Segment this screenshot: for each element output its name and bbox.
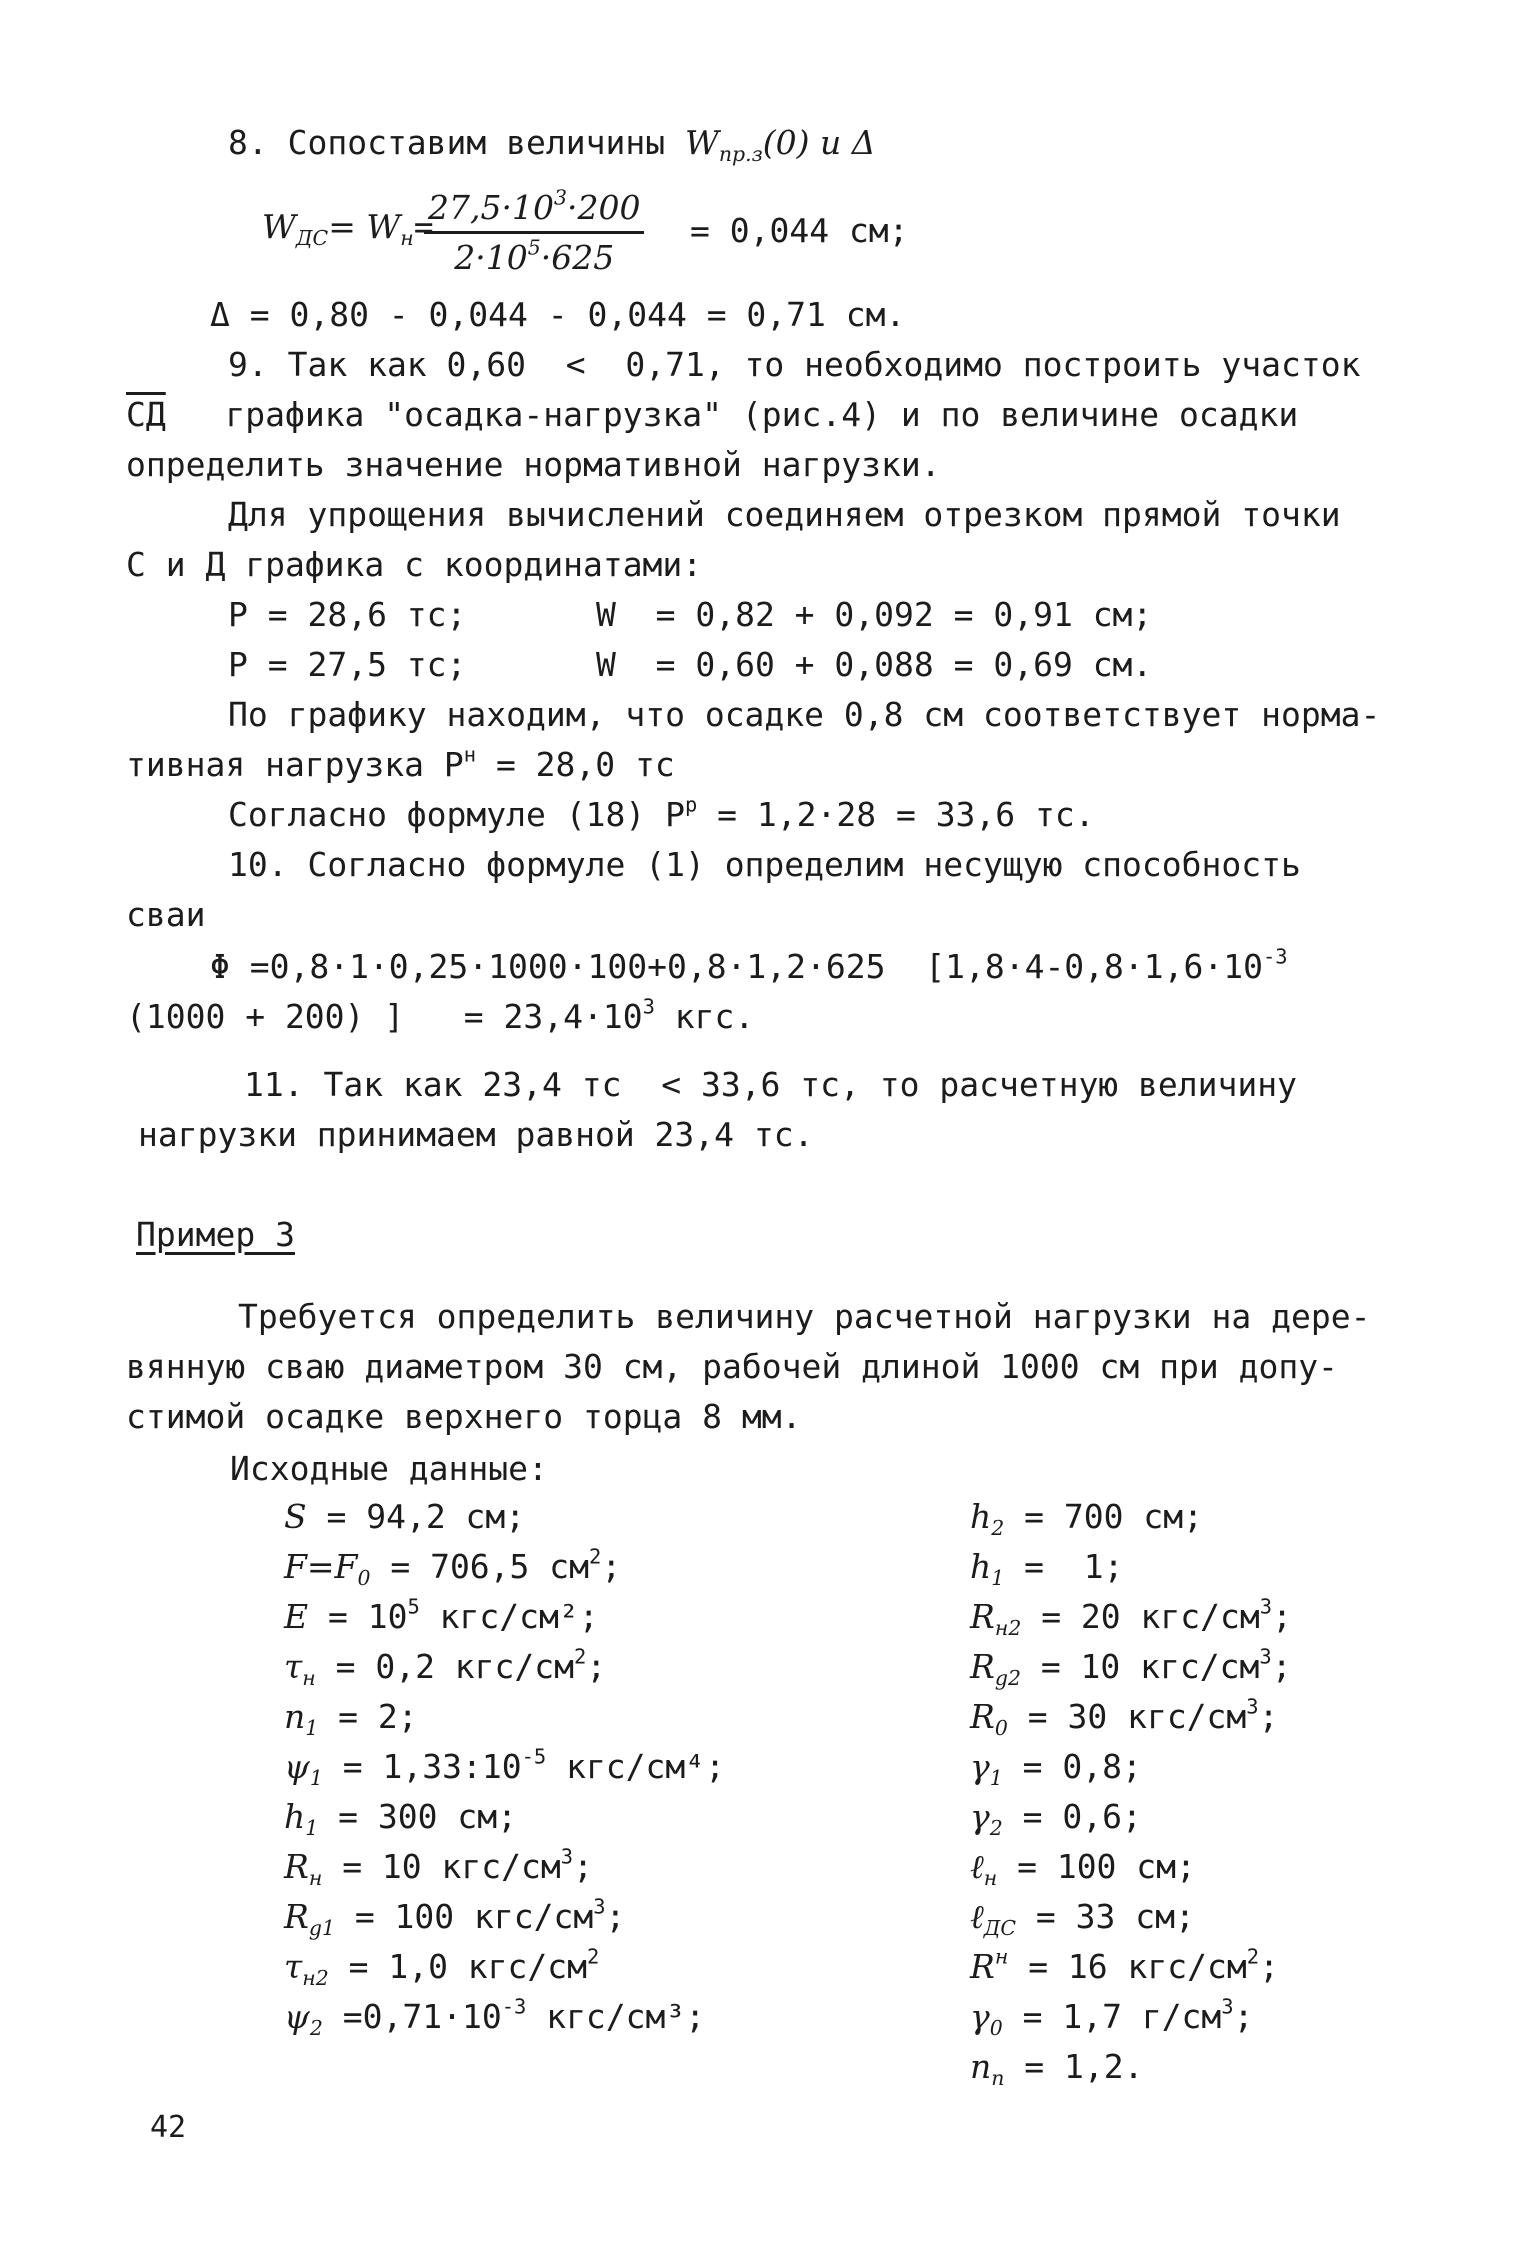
param-tail: ;: [1259, 1947, 1279, 1986]
param-superscript: 5: [407, 1594, 420, 1619]
example-paragraph: вянную сваю диаметром 30 см, рабочей длиной 1000 см при допу-: [126, 1347, 1338, 1386]
param-row: [970, 1797, 1142, 1841]
param-tail: ;: [605, 1897, 626, 1936]
param-subscript: н: [983, 1866, 998, 1891]
param-symbol: τ: [284, 1947, 303, 1986]
param-row: [970, 1944, 1279, 1986]
param-row: [284, 1994, 706, 2041]
param-row: [970, 1644, 1292, 1691]
param-superscript: 2: [1246, 1944, 1260, 1969]
example-title: Пример 3: [136, 1215, 295, 1254]
step10-line: 10. Согласно формуле (1) определим несущую способность: [228, 845, 1301, 884]
param-row: [284, 1797, 517, 1841]
param-symbol: h: [970, 1547, 992, 1586]
param-symbol: R: [970, 1647, 995, 1686]
step9-line: По графику находим, что осадке 0,8 см соответствует норма-: [228, 695, 1381, 734]
param-value: = 1,2.: [1004, 2047, 1144, 2086]
param-tail: ;: [573, 1847, 593, 1886]
param-value: = 2;: [318, 1697, 418, 1736]
param-row: [284, 1644, 607, 1691]
param-value: = 100 кгс/см: [334, 1897, 594, 1936]
step9-line: 9. Так как 0,60 < 0,71, то необходимо построить участок: [228, 345, 1361, 384]
param-row: [970, 1497, 1203, 1541]
param-value: = 0,8;: [1002, 1747, 1142, 1786]
param-symbol: γ: [970, 1997, 990, 2036]
step9-line: С и Д графика с координатами:: [126, 545, 703, 584]
param-subscript: 0: [989, 2016, 1003, 2041]
page-number: 42: [150, 2110, 187, 2145]
step11-line: 11. Так как 23,4 тс < 33,6 тс, то расчетную величину: [244, 1065, 1297, 1104]
param-symbol: R: [284, 1897, 309, 1936]
param-symbol: R: [970, 1947, 995, 1986]
param-tail: ;: [1233, 1997, 1254, 2036]
param-subscript: ДС: [983, 1916, 1017, 1941]
param-value: = 10 кгс/см: [322, 1847, 561, 1886]
input-data-heading: Исходные данные:: [230, 1449, 548, 1488]
step9-line: Для упрощения вычислений соединяем отрезком прямой точки: [228, 495, 1341, 534]
bearing-capacity-formula: Φ =0,8·1·0,25·1000·100+0,8·1,2·625 [$1,8\cdot 4-0,8\cdot 1,6\cdot 10^{-3}$: [210, 944, 1288, 986]
coord-c-p: P = 28,6 тс;: [228, 595, 467, 634]
param-value: = 20 кгс/см: [1021, 1597, 1260, 1636]
param-symbol: n: [284, 1697, 306, 1736]
param-value: = 30 кгс/см: [1007, 1697, 1247, 1736]
param-subscript: 2: [991, 1516, 1005, 1541]
eq-settlement-fraction: [424, 185, 644, 277]
param-subscript: 0: [357, 1566, 371, 1591]
param-symbol: R: [284, 1847, 309, 1886]
param-subscript: н: [302, 1666, 316, 1691]
example-paragraph: стимой осадке верхнего торца 8 мм.: [126, 1397, 802, 1436]
param-symbol-sup: н: [994, 1944, 1009, 1969]
step9-line: определить значение нормативной нагрузки.: [126, 445, 941, 484]
param-symbol: ℓ: [970, 1897, 984, 1936]
param-subscript: 2: [989, 1816, 1003, 1841]
param-row: [970, 1747, 1142, 1791]
param-row: [284, 1944, 600, 1991]
param-tail: ;: [601, 1547, 622, 1586]
param-value: = 10 кгс/см: [1020, 1647, 1260, 1686]
param-subscript: 1: [305, 1816, 319, 1841]
param-row: [284, 1544, 622, 1591]
param-value: = 100 см;: [997, 1847, 1196, 1886]
param-symbol: h: [970, 1497, 992, 1536]
bearing-capacity-formula: (1000 + 200) ] = $23,4\cdot 10^3$ кгс.: [126, 994, 755, 1036]
param-row: [970, 1994, 1254, 2041]
step8-heading: 8. Сопоставим величины $W_{пр.з}(0)$ и Δ: [228, 123, 876, 167]
param-symbol: τ: [284, 1647, 303, 1686]
param-symbol: F=F: [284, 1547, 358, 1586]
param-value: = 706,5 см: [370, 1547, 590, 1586]
param-superscript: 3: [593, 1894, 606, 1919]
param-subscript: g2: [994, 1666, 1021, 1691]
param-subscript: 0: [994, 1716, 1008, 1741]
param-superscript: 2: [587, 1944, 600, 1969]
param-row: [284, 1497, 526, 1536]
param-symbol: ℓ: [970, 1847, 984, 1886]
param-subscript: н: [308, 1866, 323, 1891]
step9-line: Согласно формуле (18) $P^р = 1,2\cdot 28 = 33,6$ тс.: [228, 792, 1095, 834]
param-value: = 0,2 кгс/см: [315, 1647, 575, 1686]
param-row: [284, 1744, 726, 1791]
param-subscript: 1: [309, 1766, 323, 1791]
param-tail: кгс/см³;: [526, 1997, 706, 2036]
param-row: [284, 1697, 418, 1741]
param-tail: ;: [1258, 1697, 1279, 1736]
step9-line: СД графика "осадка-нагрузка" (рис.4) и по величине осадки: [126, 395, 1299, 434]
param-superscript: 3: [1259, 1644, 1272, 1669]
param-value: = 1,0 кгс/см: [328, 1947, 588, 1986]
param-value: = 1;: [1004, 1547, 1124, 1586]
param-value: =0,71·10: [322, 1997, 502, 2036]
step10-line: сваи: [126, 895, 206, 934]
step11-line: нагрузки принимаем равной 23,4 тс.: [138, 1115, 814, 1154]
eq-settlement-result: = 0,044 см;: [690, 211, 909, 250]
param-row: [284, 1844, 593, 1891]
coord-d-p: P = 27,5 тс;: [228, 645, 467, 684]
param-value: = 300 см;: [318, 1797, 517, 1836]
eq-settlement-lhs: $W_{ДС}= W_н=$: [262, 207, 434, 251]
param-symbol: ψ: [284, 1997, 310, 2036]
param-superscript: -3: [501, 1994, 527, 2019]
param-value: = 94,2 см;: [306, 1497, 526, 1536]
fraction-denominator: $2\cdot 10^5\cdot 625$: [454, 235, 615, 277]
param-superscript: 3: [1246, 1694, 1259, 1719]
coord-c-w: W = 0,82 + 0,092 = 0,91 см;: [596, 595, 1153, 634]
param-row: [970, 1847, 1196, 1891]
step9-line: тивная нагрузка $P^н = 28,0$ тс: [126, 742, 675, 784]
coord-d-w: W = 0,60 + 0,088 = 0,69 см.: [596, 645, 1153, 684]
param-symbol: γ: [970, 1797, 990, 1836]
param-row: [284, 1894, 626, 1941]
param-value: = 10: [308, 1597, 408, 1636]
param-symbol: γ: [970, 1747, 990, 1786]
param-subscript: н2: [302, 1966, 329, 1991]
param-row: [970, 1547, 1124, 1591]
segment-cd: СД: [126, 395, 166, 434]
param-symbol: E: [284, 1597, 309, 1636]
param-superscript: 3: [1221, 1994, 1234, 2019]
param-subscript: п: [991, 2066, 1005, 2091]
param-value: = 0,6;: [1002, 1797, 1142, 1836]
param-superscript: 2: [574, 1644, 587, 1669]
fraction-numerator: $27,5\cdot 10^3\cdot 200$: [424, 188, 644, 234]
param-row: [284, 1594, 599, 1636]
param-value: = 1,7 г/см: [1002, 1997, 1222, 2036]
param-value: = 700 см;: [1004, 1497, 1203, 1536]
param-symbol: S: [284, 1497, 307, 1536]
param-tail: ;: [1272, 1597, 1292, 1636]
param-row: [970, 2047, 1144, 2091]
param-value: = 33 см;: [1016, 1897, 1195, 1936]
delta-equation: Δ = 0,80 - 0,044 - 0,044 = 0,71 см.: [210, 295, 906, 334]
param-symbol: ψ: [284, 1747, 310, 1786]
param-superscript: 3: [1259, 1594, 1273, 1619]
param-subscript: g1: [308, 1916, 335, 1941]
param-subscript: 2: [309, 2016, 323, 2041]
param-row: [970, 1594, 1292, 1641]
param-value: = 1,33:10: [322, 1747, 522, 1786]
param-row: [970, 1897, 1195, 1941]
param-superscript: 2: [589, 1544, 602, 1569]
param-subscript: 1: [989, 1766, 1003, 1791]
param-superscript: 3: [560, 1844, 574, 1869]
param-value: = 16 кгс/см: [1008, 1947, 1247, 1986]
param-subscript: н2: [994, 1616, 1022, 1641]
param-symbol: R: [970, 1697, 995, 1736]
param-tail: ;: [1271, 1647, 1292, 1686]
param-tail: ;: [586, 1647, 607, 1686]
example-paragraph: Требуется определить величину расчетной нагрузки на дере-: [238, 1297, 1371, 1336]
param-subscript: 1: [305, 1716, 319, 1741]
param-symbol: R: [970, 1597, 995, 1636]
param-tail: кгс/см²;: [419, 1597, 599, 1636]
param-tail: кгс/см⁴;: [546, 1747, 726, 1786]
param-symbol: n: [970, 2047, 992, 2086]
param-symbol: h: [284, 1797, 306, 1836]
param-subscript: 1: [991, 1566, 1005, 1591]
param-superscript: -5: [521, 1744, 547, 1769]
param-row: [970, 1694, 1279, 1741]
